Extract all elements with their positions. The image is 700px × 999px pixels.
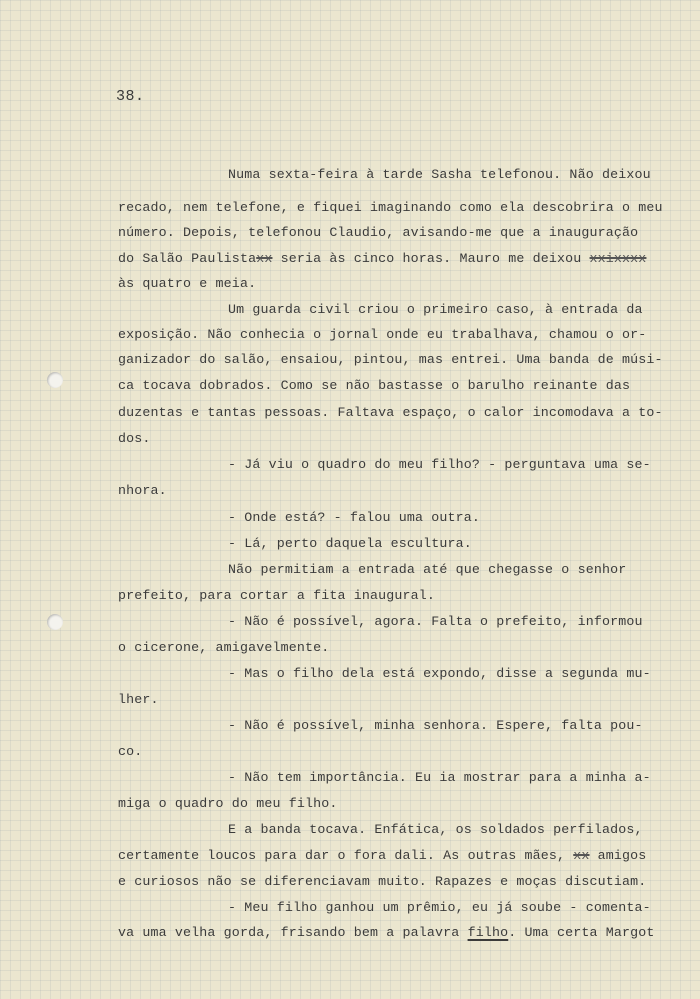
text-line — [118, 797, 338, 810]
text-line — [118, 252, 646, 265]
text-segment: Não permitiam a entrada até que chegasse o senhor — [228, 562, 627, 577]
punch-hole-top — [47, 372, 63, 388]
text-segment: às quatro e meia. — [118, 276, 257, 291]
text-segment: - Onde está? - falou uma outra. — [228, 510, 481, 525]
text-line — [118, 201, 663, 214]
text-line — [118, 432, 151, 445]
text-segment: - Já viu o quadro do meu filho? - perguntava uma se- — [228, 457, 651, 472]
text-segment: número. Depois, telefonou Claudio, avisando-me que a inauguração — [118, 225, 639, 240]
text-line — [118, 589, 435, 602]
text-line — [118, 875, 646, 888]
text-segment: e curiosos não se diferenciavam muito. Rapazes e moças discutiam. — [118, 874, 647, 889]
text-segment: prefeito, para cortar a fita inaugural. — [118, 588, 436, 603]
text-segment: E a banda tocava. Enfática, os soldados perfilados, — [228, 822, 643, 837]
text-segment: Numa sexta-feira à tarde Sasha telefonou. Não deixou — [228, 167, 651, 182]
text-line — [118, 926, 655, 939]
text-line — [118, 379, 630, 392]
text-segment: do Salão Paulista — [118, 251, 257, 266]
text-line — [228, 458, 651, 471]
text-segment: - Mas o filho dela está expondo, disse a segunda mu- — [228, 666, 651, 681]
text-segment: dos. — [118, 431, 151, 446]
text-segment: nhora. — [118, 483, 167, 498]
page-number: 38. — [116, 88, 145, 105]
text-line — [228, 823, 643, 836]
text-line — [228, 667, 651, 680]
text-segment: exposição. Não conhecia o jornal onde eu trabalhava, chamou o or- — [118, 327, 647, 342]
text-segment: recado, nem telefone, e fiquei imaginando como ela descobrira o meu — [118, 200, 663, 215]
text-line — [228, 563, 626, 576]
text-segment: miga o quadro do meu filho. — [118, 796, 338, 811]
text-segment: - Meu filho ganhou um prêmio, eu já soube - comenta- — [228, 900, 651, 915]
text-segment: lher. — [118, 692, 159, 707]
text-segment: - Não tem importância. Eu ia mostrar para a minha a- — [228, 770, 651, 785]
text-line — [228, 537, 472, 550]
text-line — [118, 745, 142, 758]
text-segment: seria às cinco horas. Mauro me deixou — [272, 251, 590, 266]
text-segment: certamente loucos para dar o fora dali. As outras mães, — [118, 848, 574, 863]
struck-out-text: xx — [256, 251, 273, 266]
text-segment: duzentas e tantas pessoas. Faltava espaço, o calor incomodava a to- — [118, 405, 663, 420]
text-segment: . Uma certa Margot — [508, 925, 655, 940]
text-line — [118, 849, 646, 862]
text-segment: Um guarda civil criou o primeiro caso, à entrada da — [228, 302, 643, 317]
text-line — [118, 328, 646, 341]
text-line — [228, 901, 651, 914]
text-segment: - Lá, perto daquela escultura. — [228, 536, 472, 551]
text-segment: - Não é possível, agora. Falta o prefeito, informou — [228, 614, 643, 629]
text-line — [118, 406, 663, 419]
text-line — [118, 484, 167, 497]
text-line — [228, 511, 480, 524]
text-line — [118, 693, 159, 706]
text-segment: - Não é possível, minha senhora. Espere, falta pou- — [228, 718, 643, 733]
text-line — [228, 771, 651, 784]
underlined-text: filho — [467, 925, 509, 940]
text-segment: ganizador do salão, ensaiou, pintou, mas entrei. Uma banda de músi- — [118, 352, 663, 367]
text-line — [228, 303, 643, 316]
punch-hole-bottom — [47, 614, 63, 630]
struck-out-text: xx — [573, 848, 590, 863]
text-segment: ca tocava dobrados. Como se não bastasse o barulho reinante das — [118, 378, 631, 393]
text-line — [118, 277, 256, 290]
text-line — [118, 226, 638, 239]
text-segment: amigos — [589, 848, 647, 863]
text-line — [118, 641, 329, 654]
text-segment: co. — [118, 744, 143, 759]
text-segment: o cicerone, amigavelmente. — [118, 640, 330, 655]
text-line — [118, 353, 663, 366]
text-line — [228, 615, 643, 628]
text-line — [228, 168, 651, 181]
text-line — [228, 719, 643, 732]
struck-out-text: xxixxxx — [589, 251, 647, 266]
text-segment: va uma velha gorda, frisando bem a palavra — [118, 925, 468, 940]
